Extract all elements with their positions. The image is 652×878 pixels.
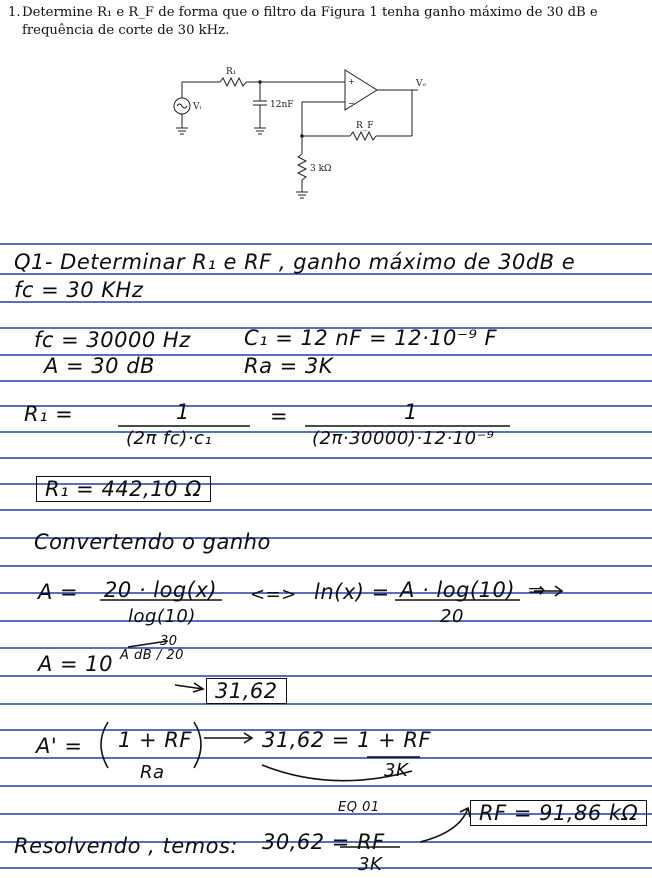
hw-ap-lhs: A' = <box>36 734 83 758</box>
hw-solve: Resolvendo , temos: <box>14 834 238 858</box>
hw-solve-den: 3K <box>358 854 383 875</box>
hw-a-num2: A · log(10) <box>400 578 516 602</box>
hw-c1: C₁ = 12 nF = 12·10⁻⁹ F <box>244 326 498 350</box>
hw-pow-exp: A dB / 20 <box>120 648 184 663</box>
resistor-3k <box>298 154 306 180</box>
hw-line-fc: fc = 30 KHz <box>14 278 144 302</box>
resistor-r1 <box>220 78 246 86</box>
label-rf: R_F <box>356 121 374 131</box>
hw-ap-den2: 3K <box>384 760 409 781</box>
hw-a-num: 20 · log(x) <box>104 578 218 602</box>
label-r1: R₁ <box>226 67 237 77</box>
hw-r1-result: R₁ = 442,10 Ω <box>36 476 211 502</box>
label-cap: 12nF <box>270 100 294 110</box>
hw-gain-value: 31,62 <box>206 678 287 704</box>
hw-convert: Convertendo o ganho <box>34 530 271 554</box>
hw-pow-30: 30 <box>160 634 178 649</box>
hw-solve-eq: 30,62 = RF <box>262 830 385 854</box>
hw-r1-den1: (2π fc)·c₁ <box>126 428 213 449</box>
svg-text:+: + <box>348 77 355 86</box>
label-vo: Vₒ <box>416 79 426 89</box>
hw-fc-hz: fc = 30000 Hz <box>34 328 191 352</box>
hw-line-question: Q1- Determinar R₁ e RF , ganho máximo de 30dB e <box>14 250 576 274</box>
hw-r1-den2: (2π·30000)·12·10⁻⁹ <box>312 428 495 449</box>
svg-text:−: − <box>348 99 355 108</box>
hw-a-den: log(10) <box>128 606 196 627</box>
hw-ap-eq: 31,62 = 1 + RF <box>262 728 432 752</box>
circuit-diagram <box>150 56 450 216</box>
problem-statement <box>8 4 644 40</box>
hw-r1-num1: 1 <box>176 400 190 424</box>
hw-rf-result: RF = 91,86 kΩ <box>470 800 647 826</box>
hw-a-arrow: ⇒ <box>528 578 547 602</box>
hw-ap-num: 1 + RF <box>118 728 192 752</box>
hw-a-iff: <=> <box>250 584 297 605</box>
label-vi: Vᵢ <box>193 102 202 112</box>
hw-r1-eq: = <box>270 404 289 428</box>
hw-a-lhs: A = <box>38 580 79 604</box>
hw-r1-num2: 1 <box>404 400 418 424</box>
hw-pow-lhs: A = 10 <box>38 652 114 676</box>
hw-eq-label: EQ 01 <box>338 800 380 815</box>
hw-ra: Ra = 3K <box>244 354 334 378</box>
resistor-rf <box>350 132 376 140</box>
problem-text: Determine R₁ e R_F de forma que o filtro da Figura 1 tenha ganho máximo de 30 dB e frequência de corte de 30 kHz. <box>22 5 598 38</box>
hw-r1-lhs: R₁ = <box>24 402 74 426</box>
hw-a-den2: 20 <box>440 606 464 627</box>
problem-number: 1. <box>8 5 21 20</box>
label-3k: 3 kΩ <box>310 164 332 174</box>
hw-a-db: A = 30 dB <box>44 354 155 378</box>
hw-a-ln: ln(x) = <box>314 580 390 604</box>
hw-ap-den: Ra <box>140 762 165 783</box>
